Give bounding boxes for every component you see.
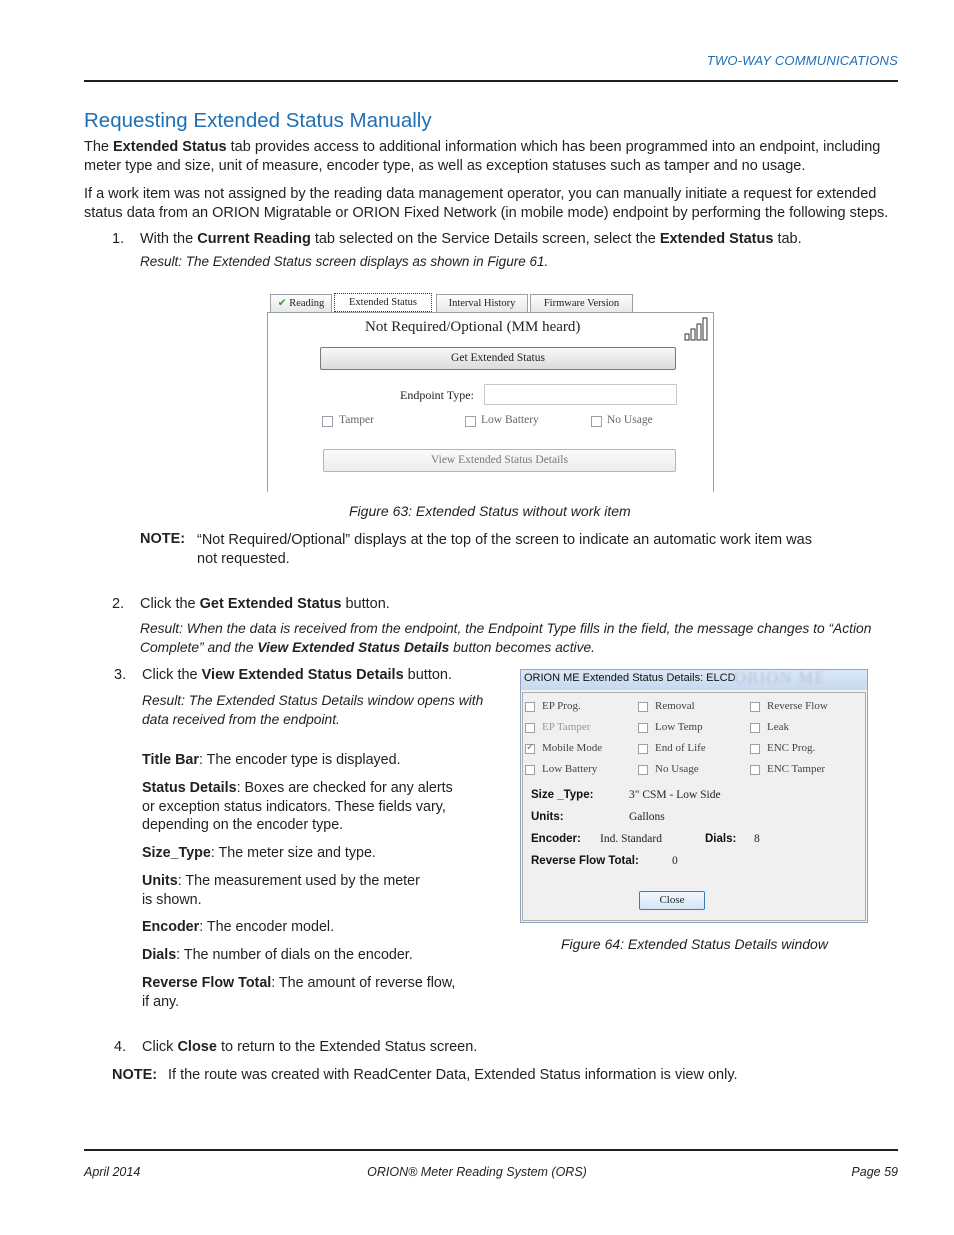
- status-checkbox[interactable]: [638, 744, 648, 754]
- units-value: Gallons: [629, 811, 665, 823]
- note-1-label: NOTE:: [140, 531, 186, 547]
- reverse-flow-total-value: 0: [672, 855, 678, 867]
- step-1-result: Result: The Extended Status screen displays as shown in Figure 61.: [140, 254, 549, 269]
- tab-interval-history[interactable]: Interval History: [436, 294, 528, 312]
- step-3-number: 3.: [114, 667, 127, 683]
- panel-left-border: [267, 312, 268, 492]
- low-battery-checkbox[interactable]: [465, 416, 476, 427]
- footer-product: ORION® Meter Reading System (ORS): [367, 1165, 587, 1179]
- status-checkbox-label: No Usage: [655, 763, 699, 775]
- definition-size-type: Size_Type: The meter size and type.: [142, 845, 376, 861]
- intro-paragraph-1: The Extended Status tab provides access to additional information which has been programmed into an endpoint, including meter type and size, unit of measure, encoder type, as well as exception statuses such as tamper and no usage.: [84, 139, 881, 174]
- step-1-text: With the Current Reading tab selected on the Service Details screen, select the Extended Status tab.: [140, 231, 802, 247]
- status-checkbox-label: EP Prog.: [542, 700, 581, 712]
- panel-right-border: [713, 312, 714, 492]
- header-rule: [84, 80, 898, 82]
- definition-units: Units: The measurement used by the meter is shown.: [142, 873, 420, 908]
- status-checkbox-label: Leak: [767, 721, 789, 733]
- figure-64-caption: Figure 64: Extended Status Details window: [561, 936, 828, 952]
- status-checkbox-label: ENC Prog.: [767, 742, 816, 754]
- endpoint-type-label: Endpoint Type:: [400, 388, 474, 402]
- status-message: Not Required/Optional (MM heard): [365, 319, 581, 335]
- dials-value: 8: [754, 833, 760, 845]
- units-label: Units:: [531, 811, 564, 823]
- tab-underline: [267, 312, 714, 313]
- signal-strength-icon: [684, 314, 712, 342]
- tamper-label: Tamper: [339, 414, 374, 426]
- no-usage-checkbox[interactable]: [591, 416, 602, 427]
- note-2-text: If the route was created with ReadCenter Data, Extended Status information is view only.: [168, 1067, 738, 1083]
- footer-page: Page 59: [851, 1165, 898, 1179]
- footer-date: April 2014: [84, 1165, 141, 1179]
- step-2-result: Result: When the data is received from the endpoint, the Endpoint Type fills in the field, the message changes to “Action Complete” and the View Extended Status Details button becomes active.: [140, 621, 872, 655]
- status-checkbox[interactable]: [750, 765, 760, 775]
- tab-firmware-version[interactable]: Firmware Version: [530, 294, 633, 312]
- status-checkbox-label: Removal: [655, 700, 695, 712]
- note-2-label: NOTE:: [112, 1067, 158, 1083]
- status-checkbox[interactable]: [750, 723, 760, 733]
- status-checkbox[interactable]: [750, 744, 760, 754]
- window-title: ORION ME Extended Status Details: ELCD: [524, 672, 736, 684]
- tamper-checkbox[interactable]: [322, 416, 333, 427]
- intro-paragraph-2: If a work item was not assigned by the reading data management operator, you can manually initiate a request for extended status data from an ORION Migratable or ORION Fixed Network (in mobile mode) endpoint by performing the following steps.: [84, 186, 889, 221]
- close-button[interactable]: Close: [639, 891, 705, 910]
- status-checkbox[interactable]: [638, 723, 648, 733]
- status-checkbox-label: ENC Tamper: [767, 763, 825, 775]
- step-1-number: 1.: [112, 231, 125, 247]
- no-usage-label: No Usage: [607, 414, 653, 426]
- step-2-number: 2.: [112, 596, 125, 612]
- status-checkbox-label: Low Temp: [655, 721, 703, 733]
- status-checkbox[interactable]: [525, 744, 535, 754]
- running-header: TWO-WAY COMMUNICATIONS: [706, 53, 898, 68]
- status-checkbox[interactable]: [525, 702, 535, 712]
- green-check-icon: ✔: [277, 297, 287, 309]
- status-checkbox-label: Mobile Mode: [542, 742, 603, 754]
- endpoint-type-field[interactable]: [484, 384, 677, 405]
- status-checkbox[interactable]: [525, 765, 535, 775]
- tab-extended-status[interactable]: Extended Status: [334, 293, 432, 312]
- note-1-text: “Not Required/Optional” displays at the top of the screen to indicate an automatic work item was not requested.: [197, 532, 812, 567]
- definition-dials: Dials: The number of dials on the encoder.: [142, 947, 413, 963]
- step-4-text: Click Close to return to the Extended Status screen.: [142, 1039, 478, 1055]
- status-checkbox[interactable]: [750, 702, 760, 712]
- status-checkbox-label: End of Life: [655, 742, 706, 754]
- size-type-value: 3" CSM - Low Side: [629, 789, 721, 801]
- encoder-value: Ind. Standard: [600, 833, 662, 845]
- definition-encoder: Encoder: The encoder model.: [142, 919, 335, 935]
- encoder-label: Encoder:: [531, 833, 581, 845]
- size-type-label: Size _Type:: [531, 789, 594, 801]
- tab-reading[interactable]: ✔ Reading: [270, 294, 332, 312]
- get-extended-status-button[interactable]: Get Extended Status: [320, 347, 676, 370]
- figure-63-caption: Figure 63: Extended Status without work item: [349, 503, 631, 519]
- step-2-text: Click the Get Extended Status button.: [140, 596, 390, 612]
- footer-rule: [84, 1149, 898, 1151]
- reverse-flow-total-label: Reverse Flow Total:: [531, 855, 639, 867]
- definition-status-details: Status Details: Boxes are checked for any alerts or exception status indicators. These fields vary, depending on the encoder type.: [142, 780, 453, 833]
- definition-reverse-flow-total: Reverse Flow Total: The amount of reverse flow, if any.: [142, 975, 456, 1010]
- status-checkbox-label: EP Tamper: [542, 721, 591, 733]
- step-4-number: 4.: [114, 1039, 127, 1055]
- step-3-text: Click the View Extended Status Details button.: [142, 667, 453, 683]
- definition-title-bar: Title Bar: The encoder type is displayed.: [142, 752, 401, 768]
- status-checkbox[interactable]: [638, 765, 648, 775]
- status-checkbox-label: Low Battery: [542, 763, 598, 775]
- step-3-result: Result: The Extended Status Details window opens with data received from the endpoint.: [142, 693, 484, 727]
- window-title-ghost: ORION ME: [734, 668, 826, 687]
- status-checkbox-label: Reverse Flow: [767, 700, 828, 712]
- dials-label: Dials:: [705, 833, 737, 845]
- status-checkbox[interactable]: [638, 702, 648, 712]
- low-battery-label: Low Battery: [481, 414, 539, 426]
- view-extended-status-details-button[interactable]: View Extended Status Details: [323, 449, 676, 472]
- section-heading: Requesting Extended Status Manually: [84, 109, 432, 132]
- status-checkbox[interactable]: [525, 723, 535, 733]
